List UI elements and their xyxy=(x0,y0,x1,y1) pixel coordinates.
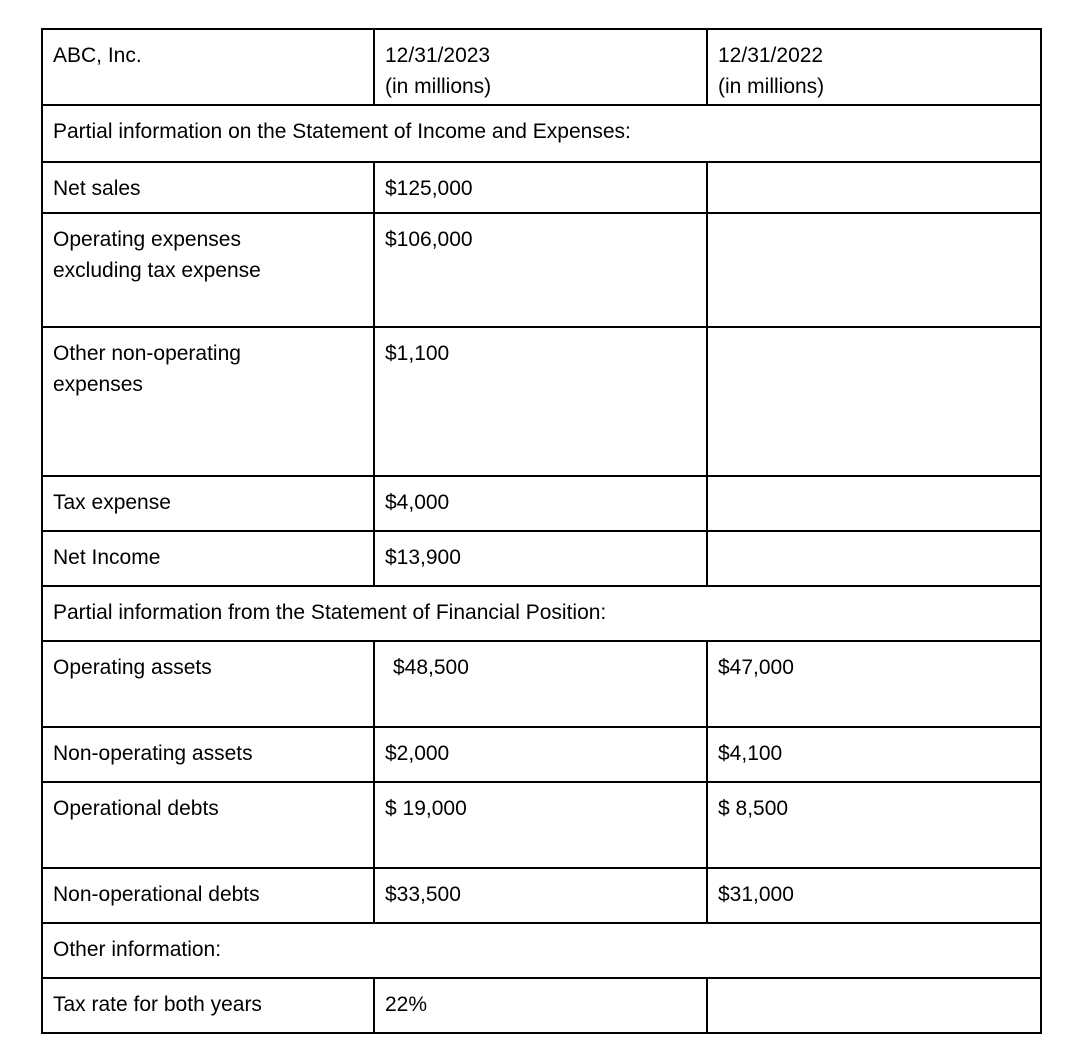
value-2022: $31,000 xyxy=(707,868,1041,923)
section-row-other xyxy=(42,923,1041,978)
column-header-2022-date: 12/31/2022 xyxy=(718,44,824,67)
section-row-financial xyxy=(42,586,1041,641)
section-title-other: Other information: xyxy=(42,923,1041,978)
row-label: Non-operating assets xyxy=(42,727,374,782)
table-row-tax-expense xyxy=(42,476,1041,531)
value-2023: $106,000 xyxy=(374,213,707,327)
value-2022 xyxy=(707,531,1041,586)
value-2023: $125,000 xyxy=(374,162,707,213)
row-label: Tax expense xyxy=(42,476,374,531)
value-2022: $4,100 xyxy=(707,727,1041,782)
table-row-non-operating-assets xyxy=(42,727,1041,782)
table-header-row xyxy=(42,29,1041,105)
table-row-net-income xyxy=(42,531,1041,586)
value-2022 xyxy=(707,978,1041,1033)
section-row-income xyxy=(42,105,1041,162)
column-header-2022 xyxy=(707,29,1041,105)
value-2023: $13,900 xyxy=(374,531,707,586)
row-label-line2: expenses xyxy=(53,373,143,396)
column-header-2023 xyxy=(374,29,707,105)
section-title-income: Partial information on the Statement of Income and Expenses: xyxy=(42,105,1041,162)
row-label xyxy=(42,213,374,327)
row-label: Operating assets xyxy=(42,641,374,727)
company-name: ABC, Inc. xyxy=(53,44,142,67)
value-2023: $2,000 xyxy=(374,727,707,782)
value-2022: $47,000 xyxy=(707,641,1041,727)
row-label xyxy=(42,327,374,476)
table-row-operating-expenses xyxy=(42,213,1041,327)
column-header-2023-date: 12/31/2023 xyxy=(385,44,491,67)
financial-table xyxy=(41,28,1042,1034)
row-label: Net sales xyxy=(42,162,374,213)
value-2023: 22% xyxy=(374,978,707,1033)
value-2022 xyxy=(707,213,1041,327)
value-2022 xyxy=(707,162,1041,213)
value-2023: $1,100 xyxy=(374,327,707,476)
value-2023: $4,000 xyxy=(374,476,707,531)
section-title-financial: Partial information from the Statement of Financial Position: xyxy=(42,586,1041,641)
row-label: Operational debts xyxy=(42,782,374,868)
table-row-tax-rate xyxy=(42,978,1041,1033)
table-row-other-non-operating xyxy=(42,327,1041,476)
value-2023: $48,500 xyxy=(374,641,707,727)
table-row-net-sales xyxy=(42,162,1041,213)
table-row-operating-assets xyxy=(42,641,1041,727)
value-2023: $33,500 xyxy=(374,868,707,923)
value-2023: $ 19,000 xyxy=(374,782,707,868)
table-row-non-operational-debts xyxy=(42,868,1041,923)
row-label-line1: Other non-operating xyxy=(53,342,241,365)
value-2022: $ 8,500 xyxy=(707,782,1041,868)
row-label: Net Income xyxy=(42,531,374,586)
row-label-line1: Operating expenses xyxy=(53,228,241,251)
table-row-operational-debts xyxy=(42,782,1041,868)
row-label: Tax rate for both years xyxy=(42,978,374,1033)
company-name-cell xyxy=(42,29,374,105)
value-2022 xyxy=(707,476,1041,531)
row-label: Non-operational debts xyxy=(42,868,374,923)
row-label-line2: excluding tax expense xyxy=(53,259,261,282)
column-header-2022-unit: (in millions) xyxy=(718,75,825,98)
column-header-2023-unit: (in millions) xyxy=(385,75,492,98)
value-2022 xyxy=(707,327,1041,476)
